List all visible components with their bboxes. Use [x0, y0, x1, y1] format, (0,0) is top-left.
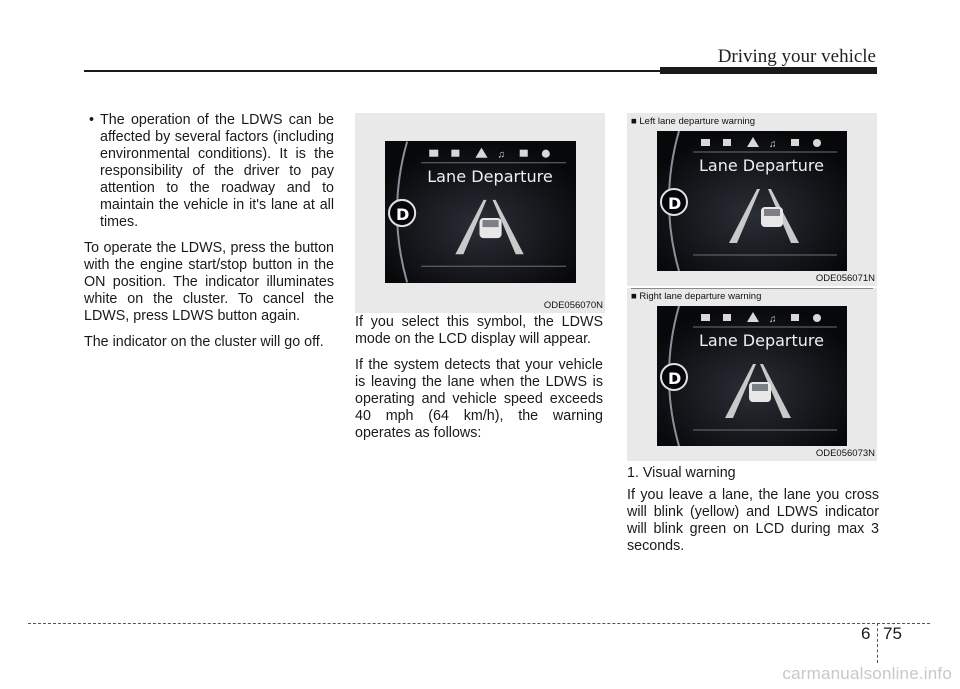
symbol-paragraph: If you select this symbol, the LDWS mode on the LCD display will appear.	[355, 314, 603, 347]
visual-warning-heading: 1. Visual warning	[627, 465, 736, 481]
footer-rule	[28, 623, 930, 624]
figure-left-warning	[627, 113, 877, 286]
figure-code: ODE056070N	[543, 300, 603, 311]
lcd-title: Lane Departure	[699, 156, 824, 175]
lcd-illustration	[385, 141, 576, 283]
header-rule	[84, 70, 660, 72]
indicator-paragraph: The indicator on the cluster will go off.	[84, 334, 324, 350]
column-right	[627, 465, 879, 564]
svg-text:♫: ♫	[497, 149, 506, 161]
figure-code: ODE056071N	[815, 273, 875, 284]
lcd-title: Lane Departure	[427, 166, 553, 186]
lcd-screen	[657, 306, 847, 446]
page-number: 75	[883, 624, 902, 643]
bullet-paragraph: • The operation of the LDWS can be affected by several factors (including environmental conditions). It is the responsibility of the driver to pay attention to the roadway and to maintain the vehicle in it's lane at all times.	[89, 112, 334, 230]
visual-warning-paragraph: If you leave a lane, the lane you cross will blink (yellow) and LDWS indicator will blink green on LCD during max 3 seconds.	[627, 487, 879, 554]
svg-text:♫: ♫	[769, 314, 777, 325]
figure-caption: ■ Right lane departure warning	[631, 291, 762, 302]
operate-paragraph: To operate the LDWS, press the button with the engine start/stop button in the ON position. The indicator illuminates white on the cluster. To cancel the LDWS, press LDWS button again.	[84, 240, 334, 324]
gear-indicator: D	[396, 205, 410, 225]
header-title: Driving your vehicle	[717, 46, 876, 67]
figure-code: ODE056073N	[815, 448, 875, 459]
header-rule-accent	[660, 67, 877, 74]
figure-right-warning	[627, 288, 877, 461]
lcd-title: Lane Departure	[699, 331, 824, 350]
svg-text:♫: ♫	[769, 139, 777, 150]
lcd-screen	[385, 141, 576, 283]
column-left	[84, 112, 334, 360]
gear-indicator: D	[668, 194, 682, 213]
watermark: carmanualsonline.info	[782, 664, 952, 683]
column-middle	[355, 314, 603, 451]
detect-paragraph: If the system detects that your vehicle is leaving the lane when the LDWS is operating and vehicle speed exceeds 40 mph (64 km/h), the warning operates as follows:	[355, 357, 603, 441]
bullet-text: The operation of the LDWS can be affected by several factors (including environmental conditions). It is the responsibility of the driver to pay attention to the roadway and to maintain the vehicle in it's lane at all times.	[100, 112, 334, 230]
figure-divider	[631, 288, 873, 289]
figure-lcd-mode	[355, 113, 605, 313]
lcd-illustration	[657, 131, 847, 271]
lcd-illustration	[657, 306, 847, 446]
lcd-screen	[657, 131, 847, 271]
chapter-number: 6	[861, 624, 871, 643]
gear-indicator: D	[668, 369, 682, 388]
page-number-separator	[877, 623, 878, 663]
figure-caption: ■ Left lane departure warning	[631, 116, 756, 127]
